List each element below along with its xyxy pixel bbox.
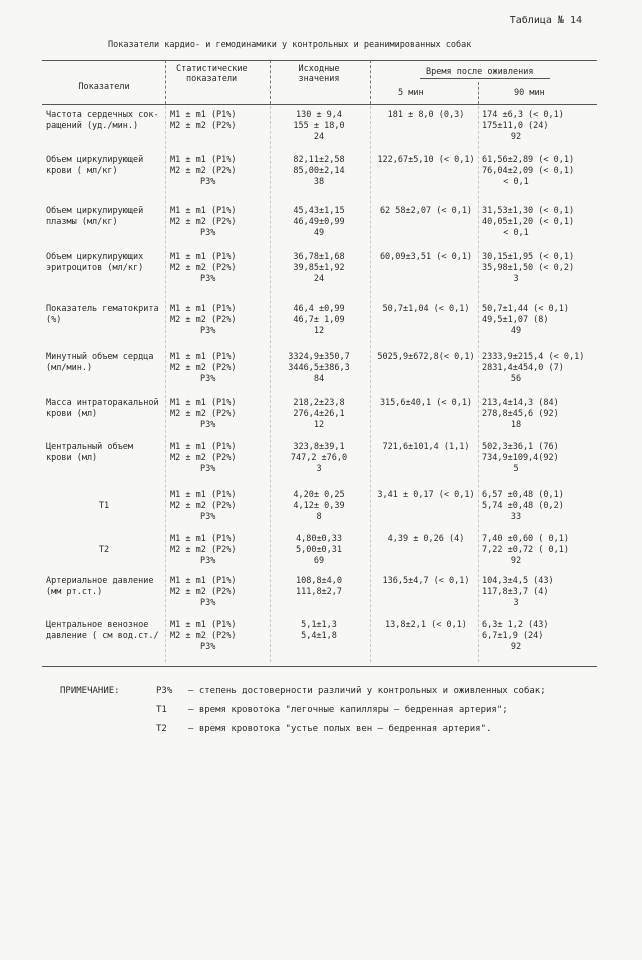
header-divider [478,82,479,104]
initial-value: 4,20± 0,25 [293,490,345,500]
value-5min: 13,8±2,1 (< 0,1) [385,620,467,630]
initial-value: 84 [313,374,325,384]
indicator-name: крови (мл) [46,453,98,463]
value-90min: 31,53±1,30 (< 0,1) [482,206,575,216]
value-90min: 5 [513,464,519,474]
stat-label: M1 ± m1 (P1%) [170,620,237,630]
indicator-name: эритроцитов (мл/кг) [46,263,144,273]
stat-label: P3% [200,177,216,187]
indicator-name: Частота сердечных сок- [46,110,159,120]
initial-value: 69 [313,556,325,566]
header-bottom-rule [42,104,597,105]
value-90min: 18 [510,420,522,430]
stat-label: M1 ± m1 (P1%) [170,442,237,452]
stat-label: M2 ± m2 (P2%) [170,263,237,273]
initial-value: 276,4±26,1 [293,409,345,419]
value-90min: 2333,9±215,4 (< 0,1) [482,352,585,362]
initial-value: 4,12± 0,39 [293,501,345,511]
header-stat-2: показатели [186,74,238,84]
value-90min: 92 [510,556,522,566]
note-text: – время кровотока "устье полых вен – бедренная артерия". [188,724,492,734]
initial-value: 12 [313,420,325,430]
header-divider [370,60,371,104]
initial-value: 82,11±2,58 [293,155,345,165]
stat-label: M1 ± m1 (P1%) [170,490,237,500]
initial-value: 45,43±1,15 [293,206,345,216]
value-90min: 7,40 ±0,60 ( 0,1) [482,534,569,544]
value-90min: 2831,4±454,0 (7) [482,363,564,373]
value-90min: 33 [510,512,522,522]
value-90min: 7,22 ±0,72 ( 0,1) [482,545,569,555]
indicator-name: Объем циркулирующей [46,155,144,165]
time-after-underline [420,78,550,79]
initial-value: 4,80±0,33 [295,534,343,544]
value-90min: 6,7±1,9 (24) [482,631,544,641]
initial-value: 5,1±1,3 [301,620,337,630]
stat-label: P3% [200,642,216,652]
indicator-name: крови (мл) [46,409,98,419]
indicator-name: Объем циркулирующих [46,252,144,262]
initial-value: 747,2 ±76,0 [290,453,348,463]
initial-value: 36,78±1,68 [293,252,345,262]
value-90min: 61,56±2,89 (< 0,1) [482,155,575,165]
value-5min: 122,67±5,10 (< 0,1) [377,155,475,165]
table-bottom-rule [42,666,597,667]
value-90min: 175±11,0 (24) [482,121,549,131]
indicator-name: T2 [98,545,110,555]
initial-value: 24 [313,274,325,284]
indicator-name: Масса интраторакальной [46,398,159,408]
value-5min: 50,7±1,04 (< 0,1) [382,304,470,314]
note-text: – время кровотока "легочные капилляры – бедренная артерия"; [188,705,508,715]
stat-label: M2 ± m2 (P2%) [170,631,237,641]
stat-label: P3% [200,512,216,522]
value-90min: 3 [513,598,519,608]
stat-label: P3% [200,598,216,608]
indicator-name: ращений (уд./мин.) [46,121,139,131]
value-5min: 5025,9±672,8(< 0,1) [377,352,475,362]
value-90min: 92 [510,642,522,652]
value-5min: 136,5±4,7 (< 0,1) [382,576,470,586]
stat-label: M1 ± m1 (P1%) [170,352,237,362]
column-divider [370,106,371,662]
indicator-name: давление ( см вод.ст./ [46,631,159,641]
indicator-name: Объем циркулирующей [46,206,144,216]
stat-label: P3% [200,464,216,474]
value-90min: 174 ±6,3 (< 0,1) [482,110,564,120]
indicator-name: (мл/мин.) [46,363,93,373]
value-5min: 60,09±3,51 (< 0,1) [379,252,473,262]
initial-value: 3 [316,464,322,474]
value-90min: 30,15±1,95 (< 0,1) [482,252,575,262]
value-90min: 76,04±2,09 (< 0,1) [482,166,575,176]
value-90min: 104,3±4,5 (43) [482,576,554,586]
value-90min: 35,98±1,50 (< 0,2) [482,263,575,273]
header-indicators: Показатели [78,82,130,92]
value-90min: 278,8±45,6 (92) [482,409,559,419]
stat-label: M1 ± m1 (P1%) [170,304,237,314]
value-90min: 6,3± 1,2 (43) [482,620,549,630]
stat-label: M2 ± m2 (P2%) [170,587,237,597]
value-90min: 734,9±109,4(92) [482,453,559,463]
stat-label: M1 ± m1 (P1%) [170,534,237,544]
value-5min: 721,6±101,4 (1,1) [382,442,470,452]
value-90min: 92 [510,132,522,142]
value-5min: 3,41 ± 0,17 (< 0,1) [377,490,475,500]
stat-label: M2 ± m2 (P2%) [170,545,237,555]
value-90min: 213,4±14,3 (84) [482,398,559,408]
stat-label: P3% [200,228,216,238]
stat-label: M2 ± m2 (P2%) [170,363,237,373]
value-90min: 3 [513,274,519,284]
value-90min: 5,74 ±0,48 (0,2) [482,501,564,511]
stat-label: M1 ± m1 (P1%) [170,110,237,120]
value-90min: 6,57 ±0,48 (0,1) [482,490,564,500]
initial-value: 130 ± 9,4 [295,110,343,120]
stat-label: M2 ± m2 (P2%) [170,166,237,176]
indicator-name: T1 [98,501,110,511]
stat-label: M2 ± m2 (P2%) [170,217,237,227]
initial-value: 46,49±0,99 [293,217,345,227]
indicator-name: (мм рт.ст.) [46,587,103,597]
stat-label: M1 ± m1 (P1%) [170,252,237,262]
initial-value: 46,7± 1,09 [293,315,345,325]
value-5min: 181 ± 8,0 (0,3) [387,110,465,120]
column-divider [478,106,479,662]
stat-label: M1 ± m1 (P1%) [170,206,237,216]
table-caption: Показатели кардио- и гемодинамики у контрольных и реанимированных собак [108,40,472,50]
stat-label: M2 ± m2 (P2%) [170,315,237,325]
indicator-name: Показатель гематокрита [46,304,159,314]
header-divider [165,60,166,104]
header-5min: 5 мин [398,88,424,98]
stat-label: P3% [200,274,216,284]
initial-value: 111,8±2,7 [295,587,343,597]
note-text: – степень достоверности различий у контрольных и оживленных собак; [188,686,546,696]
value-90min: < 0,1 [503,177,529,187]
initial-value: 3446,5±386,3 [288,363,350,373]
stat-label: M2 ± m2 (P2%) [170,409,237,419]
initial-value: 5,4±1,8 [301,631,337,641]
stat-label: M1 ± m1 (P1%) [170,155,237,165]
indicator-name: плазмы (мл/кг) [46,217,118,227]
stat-label: M2 ± m2 (P2%) [170,121,237,131]
stat-label: M1 ± m1 (P1%) [170,576,237,586]
header-time-after: Время после оживления [426,67,534,77]
indicator-name: (%) [46,315,62,325]
note-symbol: P3% [156,686,173,696]
notes-label: ПРИМЕЧАНИЕ: [60,686,120,696]
header-90min: 90 мин [514,88,545,98]
header-initial-2: значения [298,74,340,84]
stat-label: P3% [200,374,216,384]
stat-label: M2 ± m2 (P2%) [170,501,237,511]
value-90min: < 0,1 [503,228,529,238]
indicator-name: Артериальное давление [46,576,154,586]
initial-value: 8 [316,512,322,522]
initial-value: 38 [313,177,325,187]
initial-value: 108,8±4,0 [295,576,343,586]
initial-value: 218,2±23,8 [293,398,345,408]
value-90min: 49,5±1,07 (8) [482,315,549,325]
initial-value: 39,85±1,92 [293,263,345,273]
header-divider [270,60,271,104]
indicator-name: Центральный объем [46,442,133,452]
header-stat-1: Статистические [176,64,248,74]
indicator-name: Минутный объем сердца [46,352,154,362]
stat-label: M1 ± m1 (P1%) [170,398,237,408]
initial-value: 49 [313,228,325,238]
stat-label: M2 ± m2 (P2%) [170,453,237,463]
value-5min: 4,39 ± 0,26 (4) [387,534,465,544]
initial-value: 3324,9±350,7 [288,352,350,362]
indicator-name: Центральное венозное [46,620,149,630]
initial-value: 12 [313,326,325,336]
note-symbol: T1 [156,705,167,715]
stat-label: P3% [200,556,216,566]
initial-value: 5,00±0,31 [295,545,343,555]
header-initial-1: Исходные [298,64,340,74]
initial-value: 85,00±2,14 [293,166,345,176]
indicator-name: крови ( мл/кг) [46,166,118,176]
initial-value: 46,4 ±0,99 [293,304,345,314]
value-5min: 315,6±40,1 (< 0,1) [379,398,473,408]
value-90min: 40,05±1,20 (< 0,1) [482,217,575,227]
column-divider [165,106,166,662]
initial-value: 24 [313,132,325,142]
value-90min: 502,3±36,1 (76) [482,442,559,452]
stat-label: P3% [200,420,216,430]
table-number: Таблица № 14 [509,15,582,26]
value-90min: 56 [510,374,522,384]
note-symbol: T2 [156,724,167,734]
stat-label: P3% [200,326,216,336]
initial-value: 323,8±39,1 [293,442,345,452]
initial-value: 155 ± 18,0 [293,121,345,131]
value-5min: 62 58±2,07 (< 0,1) [379,206,473,216]
header-top-rule [42,60,597,61]
column-divider [270,106,271,662]
value-90min: 49 [510,326,522,336]
value-90min: 50,7±1,44 (< 0,1) [482,304,569,314]
value-90min: 117,8±3,7 (4) [482,587,549,597]
